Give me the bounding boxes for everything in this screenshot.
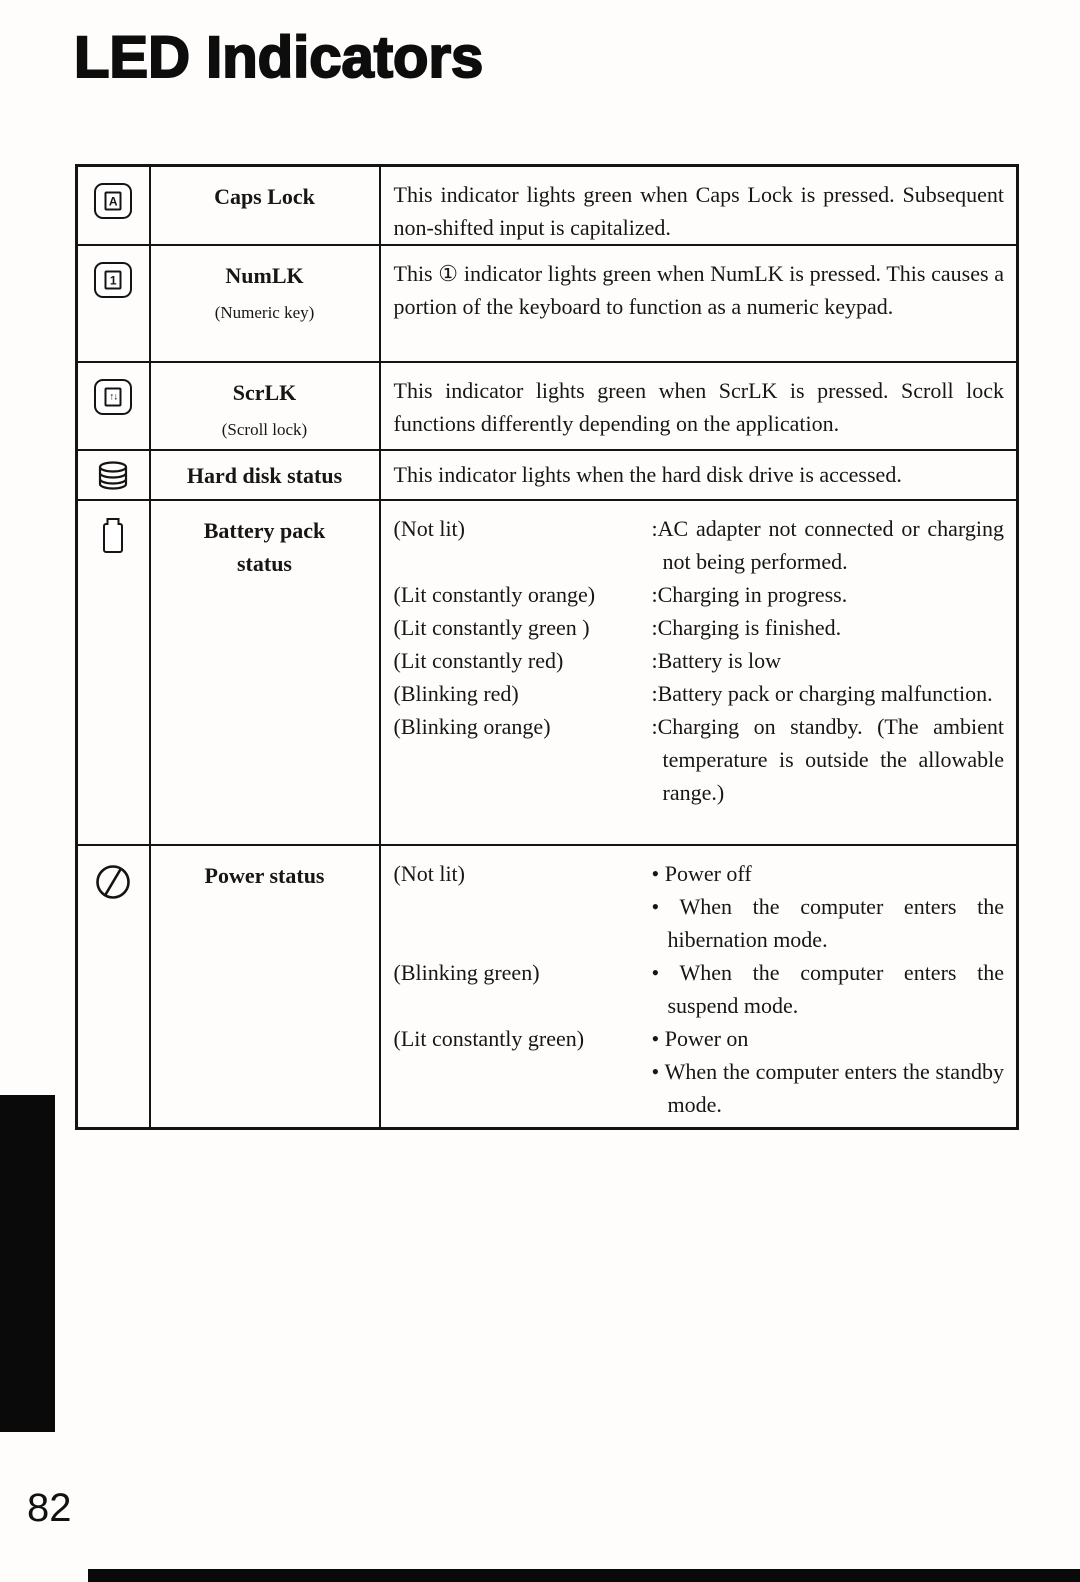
led-meaning: :Charging in progress. bbox=[651, 582, 848, 607]
num-lock-glyph: 1 bbox=[105, 271, 122, 290]
power-icon bbox=[93, 862, 133, 902]
row-label: Power status bbox=[204, 863, 325, 888]
scroll-lock-icon bbox=[94, 379, 132, 415]
led-condition: (Not lit) bbox=[393, 516, 465, 541]
caps-lock-desc-cell bbox=[380, 166, 1018, 246]
power-entry bbox=[394, 1022, 1005, 1121]
battery-entry bbox=[394, 512, 1005, 578]
table-row-scrlk bbox=[77, 362, 1018, 450]
led-meaning: :Charging on standby. (The ambient temperature is outside the allowable range.) bbox=[651, 714, 1004, 805]
battery-entry bbox=[394, 710, 1005, 809]
scroll-lock-icon-cell bbox=[77, 362, 150, 450]
led-meaning: • When the computer enters the suspend mode. bbox=[651, 960, 1004, 1018]
led-indicators-table bbox=[75, 164, 1019, 1130]
led-meaning: • When the computer enters the standby mode. bbox=[651, 1059, 1004, 1117]
led-condition: (Lit constantly red) bbox=[393, 648, 564, 673]
battery-icon-cell bbox=[77, 500, 150, 845]
numlk-label-cell bbox=[150, 245, 380, 362]
page-title: LED Indicators bbox=[74, 25, 484, 90]
led-condition: (Blinking green) bbox=[393, 960, 540, 985]
power-entry bbox=[394, 857, 1005, 956]
table-row-battery bbox=[77, 500, 1018, 845]
led-meaning: :Battery pack or charging malfunction. bbox=[651, 681, 993, 706]
led-condition: (Blinking orange) bbox=[393, 714, 551, 739]
led-meaning: :Charging is finished. bbox=[651, 615, 842, 640]
battery-desc-cell bbox=[380, 500, 1018, 845]
led-condition: (Lit constantly green) bbox=[393, 1026, 585, 1051]
led-meaning: • When the computer enters the hibernation mode. bbox=[651, 894, 1004, 952]
table-row-numlk bbox=[77, 245, 1018, 362]
row-sublabel: (Scroll lock) bbox=[221, 420, 308, 439]
caps-lock-label-cell bbox=[150, 166, 380, 246]
section-edge-tab bbox=[0, 1095, 55, 1432]
row-label-line2: status bbox=[236, 551, 292, 576]
led-condition: (Blinking red) bbox=[393, 681, 519, 706]
numlk-desc-cell bbox=[380, 245, 1018, 362]
caps-lock-icon-cell bbox=[77, 166, 150, 246]
page-bottom-bar bbox=[88, 1569, 1080, 1582]
table-row-hard-disk bbox=[77, 450, 1018, 500]
hard-disk-desc-cell bbox=[380, 450, 1018, 500]
row-label: Hard disk status bbox=[186, 463, 343, 488]
row-label: ScrLK bbox=[232, 380, 297, 405]
page-number: 82 bbox=[27, 1486, 72, 1530]
led-condition: (Not lit) bbox=[393, 861, 465, 886]
power-entry bbox=[394, 956, 1005, 1022]
led-meaning: • Power on bbox=[651, 1026, 749, 1051]
hard-disk-icon-cell bbox=[77, 450, 150, 500]
battery-entry bbox=[394, 578, 1005, 611]
row-label: NumLK bbox=[225, 263, 304, 288]
power-label-cell bbox=[150, 845, 380, 1128]
scrlk-label-cell bbox=[150, 362, 380, 450]
led-meaning: :Battery is low bbox=[651, 648, 782, 673]
num-lock-icon-cell bbox=[77, 245, 150, 362]
battery-label-cell bbox=[150, 500, 380, 845]
led-condition: (Lit constantly orange) bbox=[393, 582, 596, 607]
row-label-line1: Battery pack bbox=[203, 518, 326, 543]
row-label: Caps Lock bbox=[214, 184, 315, 209]
hard-disk-icon bbox=[95, 460, 131, 492]
caps-lock-glyph: A bbox=[105, 192, 122, 211]
row-description: This indicator lights green when ScrLK is pressed. Scroll lock functions differently depending on the application. bbox=[393, 378, 1004, 436]
row-description: This indicator lights green when Caps Lock is pressed. Subsequent non-shifted input is capitalized. bbox=[393, 182, 1004, 240]
battery-entry bbox=[394, 677, 1005, 710]
hard-disk-label-cell bbox=[150, 450, 380, 500]
scrlk-desc-cell bbox=[380, 362, 1018, 450]
row-description: This ① indicator lights green when NumLK is pressed. This causes a portion of the keyboard to function as a numeric keypad. bbox=[393, 261, 1004, 319]
power-icon-cell bbox=[77, 845, 150, 1128]
row-sublabel: (Numeric key) bbox=[214, 303, 315, 322]
led-meaning: :AC adapter not connected or charging not being performed. bbox=[651, 516, 1004, 574]
battery-entry bbox=[394, 611, 1005, 644]
table-row-power bbox=[77, 845, 1018, 1128]
power-desc-cell bbox=[380, 845, 1018, 1128]
led-condition: (Lit constantly green ) bbox=[393, 615, 590, 640]
table-row-caps-lock bbox=[77, 166, 1018, 246]
num-lock-icon bbox=[94, 262, 132, 298]
scroll-lock-glyph: ↑↓ bbox=[105, 388, 122, 407]
caps-lock-icon bbox=[94, 183, 132, 219]
battery-entry bbox=[394, 644, 1005, 677]
row-description: This indicator lights when the hard disk drive is accessed. bbox=[393, 462, 902, 487]
led-meaning: • Power off bbox=[651, 861, 752, 886]
battery-icon bbox=[103, 523, 123, 553]
